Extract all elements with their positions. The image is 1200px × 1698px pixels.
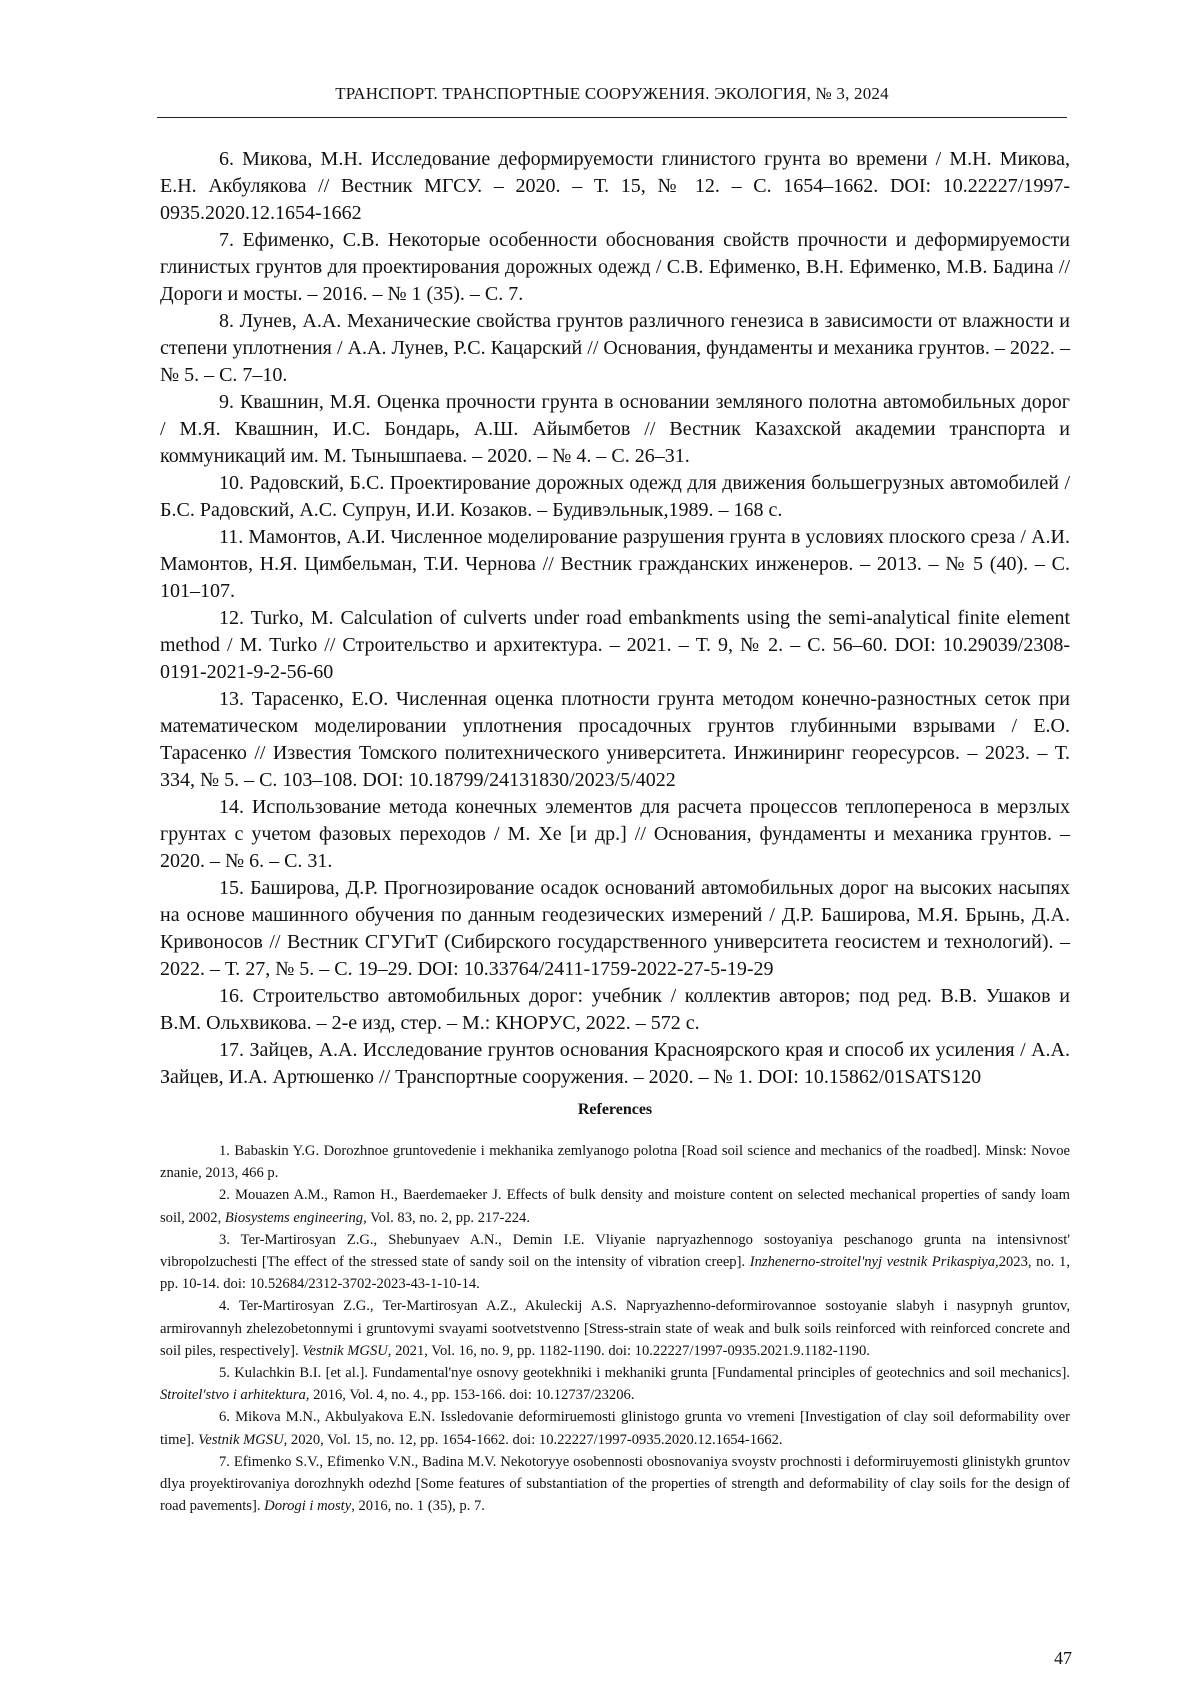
bibliography-item: 7. Ефименко, С.В. Некоторые особенности обоснования свойств прочности и деформируемости глинистых грунтов для проектирования дорожных одежд / С.В. Ефименко, В.Н. Ефименко, М.В. Бадина // Дороги и мосты. – 2016. – № 1 (35). – С. 7.	[160, 227, 1070, 308]
reference-text: 2021, Vol. 16, no. 9, pp. 1182-1190. doi: 10.22227/1997-0935.2021.9.1182-1190.	[391, 1343, 870, 1359]
reference-text: 6. Mikova M.N., Akbulyakova E.N. Issledovanie deformiruemosti glinistogo grunta vo vremeni [Investigation of clay soil deformability over time].	[160, 1409, 1070, 1447]
reference-journal: Stroitel'stvo i arhitektura,	[160, 1387, 309, 1403]
reference-text: 4. Ter-Martirosyan Z.G., Ter-Martirosyan A.Z., Akuleckij A.S. Napryazhenno-deformirovannoe sostoyanie slabyh i nasypnyh gruntov, armirovannyh zhelezobetonnymi i gruntovymi svayami sootvetstvenno [Stress-strain state of weak and bulk soils reinforced with reinforced concrete and soil piles, respectively].	[160, 1298, 1070, 1358]
reference-text: 7. Efimenko S.V., Efimenko V.N., Badina M.V. Nekotoryye osobennosti obosnovaniya svoystv prochnosti i deformiruyemosti glinistykh gruntov dlya proyektirovaniya dorozhnykh odezhd [Some features of substantiation of the properties of strength and deformability of clay soils for the design of road pavements].	[160, 1454, 1070, 1514]
bibliography-item: 12. Turko, M. Calculation of culverts under road embankments using the semi-analytical finite element method / M. Turko // Строительство и архитектура. – 2021. – Т. 9, № 2. – С. 56–60. DOI: 10.29039/2308-0191-2021-9-2-56-60	[160, 605, 1070, 686]
reference-text: 2023, no. 1, pp. 10-14. doi: 10.52684/2312-3702-2023-43-1-10-14.	[160, 1254, 1070, 1292]
reference-journal: Biosystems engineering,	[225, 1210, 367, 1226]
reference-item	[160, 1406, 1070, 1450]
reference-item	[160, 1184, 1070, 1228]
bibliography-item: 15. Баширова, Д.Р. Прогнозирование осадок оснований автомобильных дорог на высоких насыпях на основе машинного обучения по данным геодезических измерений / Д.Р. Баширова, М.Я. Брынь, Д.А. Кривоносов // Вестник СГУГиТ (Сибирского государственного университета геосистем и технологий). – 2022. – Т. 27, № 5. – С. 19–29. DOI: 10.33764/2411-1759-2022-27-5-19-29	[160, 875, 1070, 983]
bibliography-item: 17. Зайцев, А.А. Исследование грунтов основания Красноярского края и способ их усиления / А.А. Зайцев, И.А. Артюшенко // Транспортные сооружения. – 2020. – № 1. DOI: 10.15862/01SATS120	[160, 1037, 1070, 1091]
bibliography-item: 11. Мамонтов, А.И. Численное моделирование разрушения грунта в условиях плоского среза / А.И. Мамонтов, Н.Я. Цимбельман, Т.И. Чернова // Вестник гражданских инженеров. – 2013. – № 5 (40). – С. 101–107.	[160, 524, 1070, 605]
reference-text: 1. Babaskin Y.G. Dorozhnoe gruntovedenie i mekhanika zemlyanogo polotna [Road soil science and mechanics of the roadbed]. Minsk: Novoe znanie, 2013, 466 p.	[160, 1143, 1070, 1181]
reference-journal: Dorogi i mosty	[264, 1498, 351, 1514]
reference-journal: Inzhenerno-stroitel'nyj vestnik Prikaspiya,	[750, 1254, 999, 1270]
reference-journal: Vestnik MGSU,	[198, 1432, 287, 1448]
bibliography-item: 6. Микова, М.Н. Исследование деформируемости глинистого грунта во времени / М.Н. Микова, Е.Н. Акбулякова // Вестник МГСУ. – 2020. – Т. 15, № 12. – С. 1654–1662. DOI: 10.22227/1997-0935.2020.12.1654-1662	[160, 146, 1070, 227]
reference-text: Vol. 83, no. 2, pp. 217-224.	[367, 1210, 530, 1226]
running-header: ТРАНСПОРТ. ТРАНСПОРТНЫЕ СООРУЖЕНИЯ. ЭКОЛОГИЯ, № 3, 2024	[157, 84, 1067, 104]
reference-item	[160, 1140, 1070, 1184]
reference-text: 2. Mouazen A.M., Ramon H., Baerdemaeker J. Effects of bulk density and moisture content on selected mechanical properties of sandy loam soil, 2002,	[160, 1187, 1070, 1225]
bibliography-item: 16. Строительство автомобильных дорог: учебник / коллектив авторов; под ред. В.В. Ушаков и В.М. Ольхвикова. – 2-е изд, стер. – М.: КНОРУС, 2022. – 572 с.	[160, 983, 1070, 1037]
header-divider	[157, 117, 1067, 118]
bibliography-item: 8. Лунев, А.А. Механические свойства грунтов различного генезиса в зависимости от влажности и степени уплотнения / А.А. Лунев, Р.С. Кацарский // Основания, фундаменты и механика грунтов. – 2022. – № 5. – С. 7–10.	[160, 308, 1070, 389]
reference-text: , 2016, no. 1 (35), p. 7.	[351, 1498, 485, 1514]
bibliography-item: 10. Радовский, Б.С. Проектирование дорожных одежд для движения большегрузных автомобилей / Б.С. Радовский, А.С. Супрун, И.И. Козаков. – Будивэльнык,1989. – 168 с.	[160, 470, 1070, 524]
reference-item	[160, 1295, 1070, 1362]
bibliography-item: 14. Использование метода конечных элементов для расчета процессов теплопереноса в мерзлых грунтах с учетом фазовых переходов / М. Хе [и др.] // Основания, фундаменты и механика грунтов. – 2020. – № 6. – С. 31.	[160, 794, 1070, 875]
reference-text: 5. Kulachkin B.I. [et al.]. Fundamental'nye osnovy geotekhniki i mekhaniki grunta [Fundamental principles of geotechnics and soil mechanics].	[219, 1365, 1070, 1381]
reference-text: 3. Ter-Martirosyan Z.G., Shebunyaev A.N., Demin I.E. Vliyanie napryazhennogo sostoyaniya peschanogo grunta na intensivnost' vibropolzuchesti [The effect of the stressed state of sandy soil on the intensity of vibration creep].	[160, 1232, 1070, 1270]
bibliography-item: 13. Тарасенко, Е.О. Численная оценка плотности грунта методом конечно-разностных сеток при математическом моделировании уплотнения просадочных грунтов глубинными взрывами / Е.О. Тарасенко // Известия Томского политехнического университета. Инжиниринг георесурсов. – 2023. – Т. 334, № 5. – С. 103–108. DOI: 10.18799/24131830/2023/5/4022	[160, 686, 1070, 794]
bibliography-list	[160, 146, 1070, 1091]
reference-item	[160, 1451, 1070, 1518]
references-list	[160, 1140, 1070, 1517]
page-number: 47	[1040, 1648, 1072, 1669]
reference-text: 2016, Vol. 4, no. 4., pp. 153-166. doi: 10.12737/23206.	[309, 1387, 634, 1403]
reference-item	[160, 1362, 1070, 1406]
reference-item	[160, 1229, 1070, 1296]
reference-text: 2020, Vol. 15, no. 12, pp. 1654-1662. doi: 10.22227/1997-0935.2020.12.1654-1662.	[287, 1432, 782, 1448]
references-heading: References	[160, 1101, 1070, 1119]
reference-journal: Vestnik MGSU,	[302, 1343, 391, 1359]
bibliography-item: 9. Квашнин, М.Я. Оценка прочности грунта в основании земляного полотна автомобильных дорог / М.Я. Квашнин, И.С. Бондарь, А.Ш. Айымбетов // Вестник Казахской академии транспорта и коммуникаций им. М. Тынышпаева. – 2020. – № 4. – С. 26–31.	[160, 389, 1070, 470]
